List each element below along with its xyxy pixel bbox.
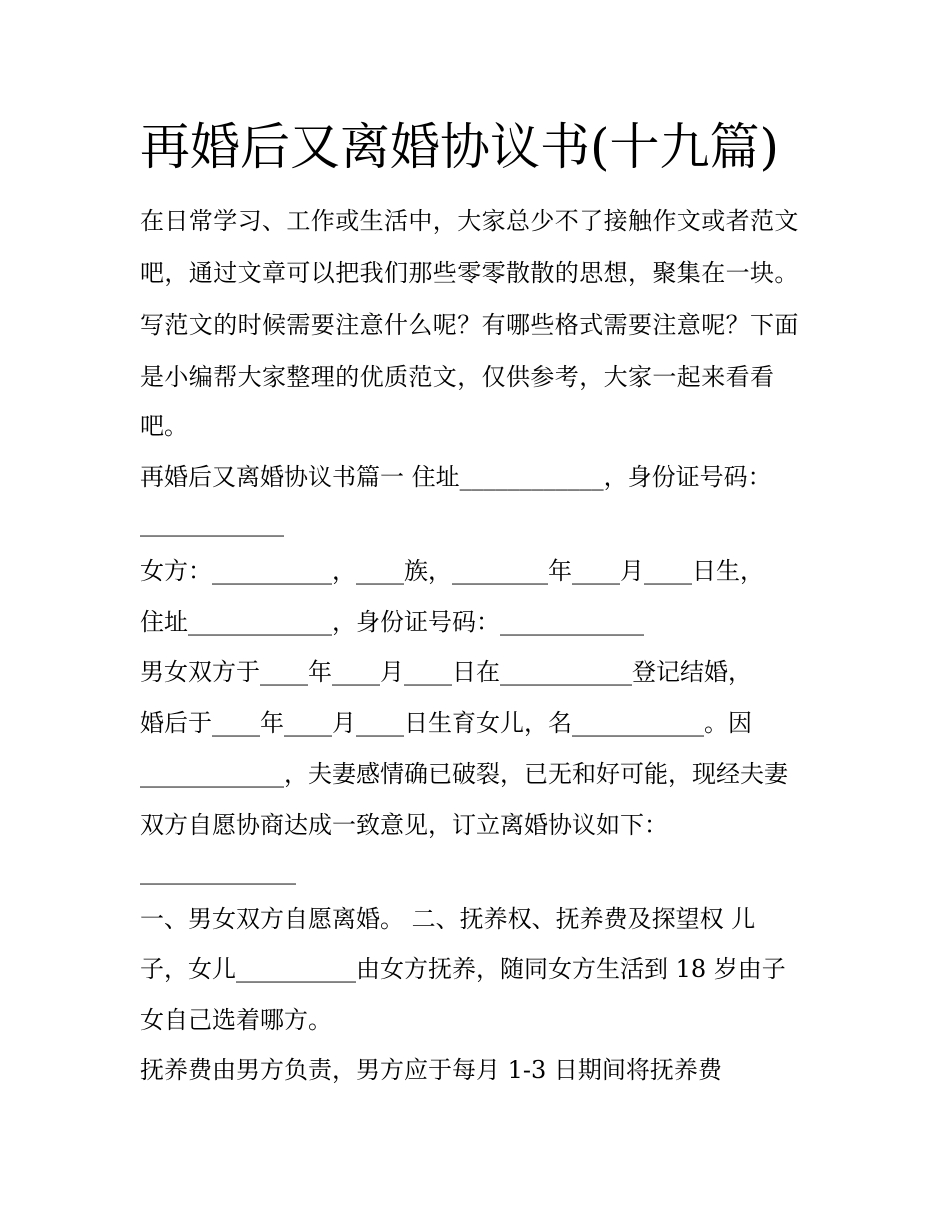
paragraph-line: 是小编帮大家整理的优质范文，仅供参考，大家一起来看看 [140, 363, 775, 391]
paragraph-line: ____________ [140, 509, 284, 537]
document-title: 再婚后又离婚协议书(十九篇) [140, 118, 780, 176]
paragraph-line: 子，女儿__________由女方抚养，随同女方生活到 18 岁由子 [140, 955, 786, 983]
paragraph-line: 婚后于____年____月____日生育女儿，名___________。因 [140, 709, 752, 737]
paragraph-line: 抚养费由男方负责，男方应于每月 1-3 日期间将抚养费 [140, 1056, 722, 1084]
paragraph-line: 吧，通过文章可以把我们那些零零散散的思想，聚集在一块。 [140, 259, 799, 287]
paragraph-line: 女自己选着哪方。 [140, 1006, 332, 1034]
paragraph-line: 吧。 [140, 412, 188, 440]
paragraph-line: 双方自愿协商达成一致意见，订立离婚协议如下： [140, 811, 668, 839]
paragraph-line: 女方：__________，____族，________年____月____日生， [140, 557, 764, 585]
paragraph-line: 在日常学习、工作或生活中，大家总少不了接触作文或者范文 [140, 207, 799, 235]
paragraph-line: 一、男女双方自愿离婚。 二、抚养权、抚养费及探望权 儿 [140, 905, 756, 933]
paragraph-line: ____________，夫妻感情确已破裂，已无和好可能，现经夫妻 [140, 760, 788, 788]
paragraph-line: _____________ [140, 857, 296, 885]
paragraph-line: 写范文的时候需要注意什么呢？有哪些格式需要注意呢？下面 [140, 311, 799, 339]
paragraph-line: 男女双方于____年____月____日在___________登记结婚， [140, 658, 752, 686]
paragraph-line: 住址____________，身份证号码：____________ [140, 608, 644, 636]
paragraph-line: 再婚后又离婚协议书篇一 住址____________，身份证号码： [140, 463, 772, 491]
